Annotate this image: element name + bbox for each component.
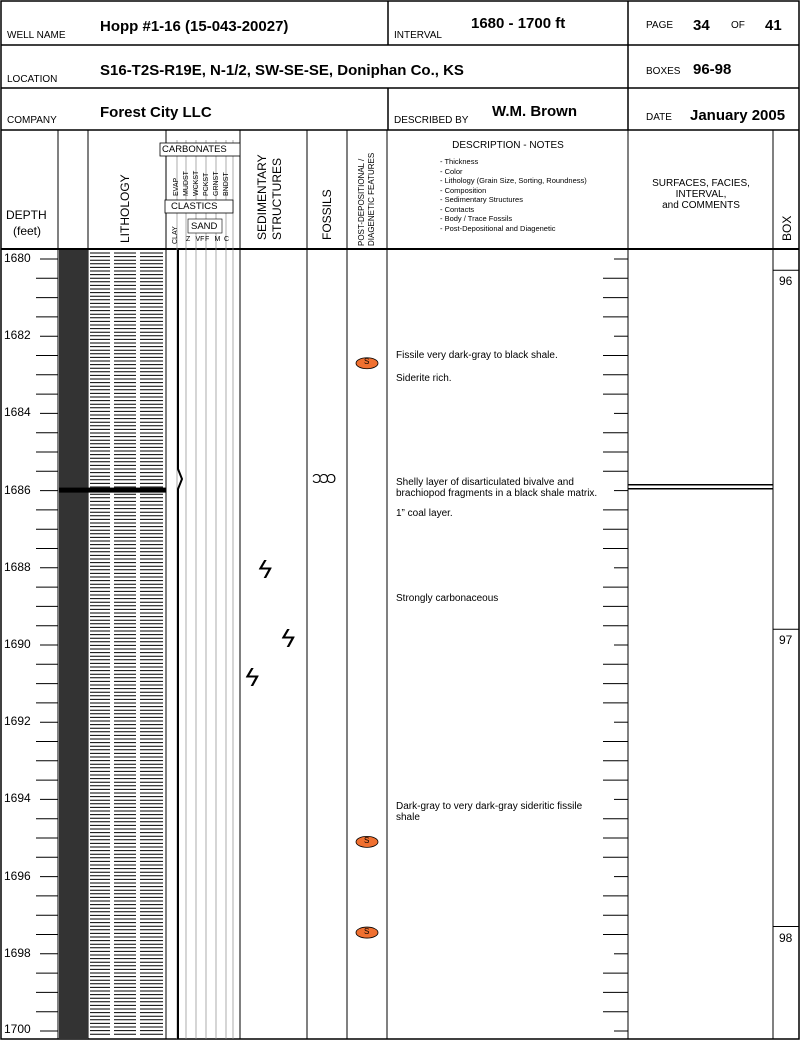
description-guide-item: - Composition: [440, 185, 487, 195]
carbonate-grade-label: BNDST: [223, 172, 230, 196]
clastics-header: CLASTICS: [171, 201, 218, 212]
shell-fossil-icon: ƆƆƆ: [312, 471, 335, 487]
description-note: Fissile very dark-gray to black shale.: [396, 349, 558, 361]
sand-label: SAND: [191, 221, 218, 232]
depth-label: 1686: [4, 482, 31, 497]
box-number: 97: [779, 633, 793, 648]
surfaces-header-line-3: and COMMENTS: [662, 200, 740, 211]
sed-structure-icon: ϟ: [245, 661, 259, 692]
date-value: January 2005: [690, 107, 786, 124]
interval-value: 1680 - 1700 ft: [471, 15, 566, 32]
well-name: Hopp #1-16 (15-043-20027): [100, 18, 289, 35]
sed-structures-header-1: SEDIMENTARY: [255, 154, 269, 240]
page-number: 34: [693, 17, 710, 34]
carbonate-grade-label: WCKST: [193, 170, 200, 196]
box-number: 98: [779, 930, 793, 945]
lithology-shale-pattern: [90, 253, 163, 1034]
depth-label: 1696: [4, 868, 31, 883]
sand-grade-label: M: [214, 236, 221, 243]
coal-layer: [59, 488, 166, 493]
description-note: Shelly layer of disarticulated bivalve and brachiopod fragments in a black shale matrix.: [396, 476, 598, 499]
sand-grade-label: F: [205, 236, 210, 243]
location-label: LOCATION: [7, 74, 58, 85]
siderite-label: S: [364, 926, 370, 936]
sed-structure-icon: ϟ: [281, 623, 295, 654]
carbonate-grade-label: EVAP: [173, 177, 180, 196]
carbonate-grade-label: PCKST: [203, 172, 210, 196]
depth-label: 1682: [4, 328, 31, 343]
depth-label: 1688: [4, 559, 31, 574]
carbonates-header: CARBONATES: [162, 144, 227, 155]
sand-grade-label: C: [224, 236, 230, 243]
boxes-value: 96-98: [693, 61, 732, 78]
surfaces-header-line-1: SURFACES, FACIES,: [652, 178, 750, 189]
clay-label: CLAY: [172, 226, 179, 244]
description-guide-item: - Post-Depositional and Diagenetic: [440, 223, 556, 233]
described-by-value: W.M. Brown: [492, 103, 577, 120]
depth-label: 1692: [4, 714, 31, 729]
description-guide-item: - Thickness: [440, 157, 479, 166]
lithology-column-header: LITHOLOGY: [118, 174, 132, 243]
depth-label: 1698: [4, 945, 31, 960]
carbonate-grade-label: GRNST: [213, 171, 220, 196]
description-guide-item: - Lithology (Grain Size, Sorting, Roundness): [440, 176, 587, 185]
well-name-label: WELL NAME: [7, 30, 66, 41]
interval-label: INTERVAL: [394, 30, 442, 41]
carbonate-grade-label: MUDST: [183, 171, 190, 196]
date-label: DATE: [646, 112, 672, 123]
description-guide-item: - Contacts: [440, 204, 475, 214]
page-label: PAGE: [646, 20, 674, 31]
description-guide-item: - Body / Trace Fossils: [440, 214, 513, 223]
siderite-label: S: [364, 357, 370, 367]
description-notes-header: DESCRIPTION - NOTES: [452, 140, 564, 151]
description-guide-item: - Color: [440, 166, 463, 176]
dark-shale-column: [59, 250, 88, 1039]
description-note: Strongly carbonaceous: [396, 592, 499, 604]
depth-label: 1700: [4, 1022, 31, 1036]
description-guide-item: - Sedimentary Structures: [440, 195, 523, 204]
fossils-header: FOSSILS: [320, 189, 334, 240]
boxes-label: BOXES: [646, 66, 681, 77]
post-depositional-header-2: DIAGENETIC FEATURES: [367, 152, 376, 246]
description-note: 1” coal layer.: [396, 507, 453, 519]
box-column-header: BOX: [780, 215, 794, 241]
depth-label: 1690: [4, 637, 31, 651]
company-value: Forest City LLC: [100, 104, 212, 121]
company-label: COMPANY: [7, 115, 57, 126]
surfaces-header-line-2: INTERVAL,: [675, 189, 727, 200]
page-total: 41: [765, 17, 782, 34]
location-value: S16-T2S-R19E, N-1/2, SW-SE-SE, Doniphan Co., KS: [100, 62, 464, 79]
post-depositional-header-1: POST-DEPOSITIONAL /: [357, 158, 366, 246]
sand-grade-label: VF: [195, 236, 205, 243]
depth-unit: (feet): [13, 224, 42, 238]
sed-structures-header-2: STRUCTURES: [270, 157, 284, 240]
grain-size-profile: [178, 250, 182, 1039]
described-by-label: DESCRIBED BY: [394, 115, 469, 126]
of-label: OF: [731, 20, 745, 31]
sand-grade-label: Z: [186, 236, 191, 243]
depth-label: 1684: [4, 405, 31, 420]
description-note: Siderite rich.: [396, 372, 452, 384]
description-note: Dark-gray to very dark-gray sideritic fissile shale: [396, 801, 583, 824]
sed-structure-icon: ϟ: [258, 553, 272, 584]
depth-label: 1694: [4, 791, 31, 806]
box-number: 96: [779, 274, 793, 289]
depth-label: 1680: [4, 251, 31, 265]
siderite-label: S: [364, 835, 370, 845]
depth-column-header: DEPTH: [6, 208, 47, 222]
